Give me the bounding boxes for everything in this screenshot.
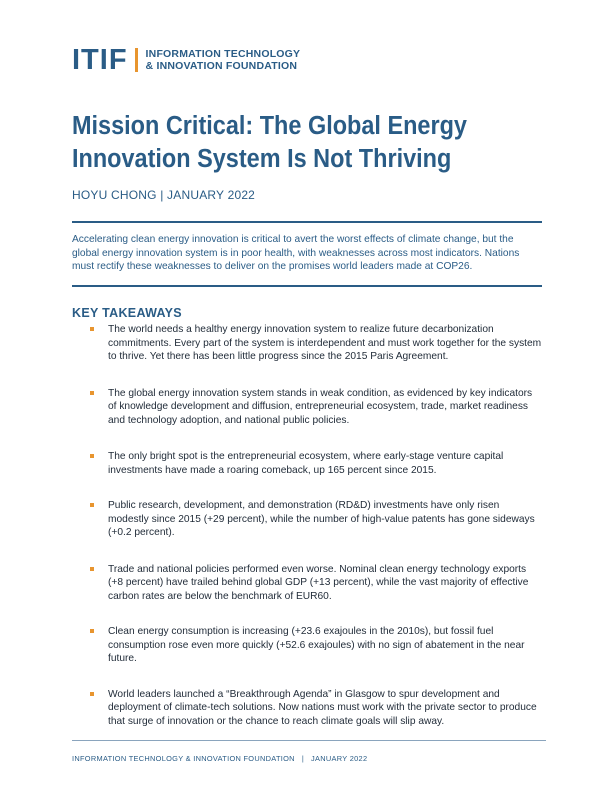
itif-logo <box>72 45 300 75</box>
takeaway-item <box>90 450 542 477</box>
takeaway-item <box>90 688 542 729</box>
key-takeaways-heading: KEY TAKEAWAYS <box>72 306 182 320</box>
logo-line-1: INFORMATION TECHNOLOGY <box>145 48 301 60</box>
takeaway-text: Clean energy consumption is increasing (+23.6 exajoules in the 2010s), but fossil fuel consumption rose even more quickly (+52.6 exajoules) with no sign of abatement in the near future. <box>108 626 525 664</box>
summary-top-rule <box>72 221 542 223</box>
logo-line-2: & INNOVATION FOUNDATION <box>145 60 298 72</box>
byline: HOYU CHONG | JANUARY 2022 <box>72 188 256 202</box>
takeaway-item <box>90 323 542 364</box>
title-line-2: Innovation System Is Not Thriving <box>72 145 452 173</box>
takeaway-item <box>90 625 542 666</box>
takeaway-item <box>90 563 542 604</box>
takeaway-text: Public research, development, and demonstration (RD&D) investments have only risen modestly since 2015 (+29 percent), while the number of high-value patents has gone sideways (+0.2 percent). <box>108 500 535 538</box>
bullet-icon <box>90 327 94 331</box>
takeaway-text: The world needs a healthy energy innovation system to realize future decarbonization commitments. Every part of the system is interdependent and must work together for the system to thrive. Yet there has been little progress since the 2015 Paris Agreement. <box>108 324 542 362</box>
summary-bottom-rule <box>72 285 542 287</box>
bullet-icon <box>90 629 94 633</box>
bullet-icon <box>90 503 94 507</box>
logo-divider <box>135 48 138 72</box>
takeaway-text: The only bright spot is the entrepreneurial ecosystem, where early-stage venture capital investments have made a roaring comeback, up 165 percent since 2015. <box>108 451 504 476</box>
page-title <box>72 110 495 176</box>
page-footer <box>72 754 367 763</box>
takeaway-item <box>90 499 542 540</box>
logo-wordmark <box>146 48 301 72</box>
logo-mark: ITIF <box>72 44 128 76</box>
footer-separator: | <box>301 754 305 763</box>
title-line-1: Mission Critical: The Global Energy <box>72 112 467 140</box>
takeaway-item <box>90 387 542 428</box>
bullet-icon <box>90 391 94 395</box>
bullet-icon <box>90 567 94 571</box>
summary-text: Accelerating clean energy innovation is critical to avert the worst effects of climate change, but the global energy innovation system is in poor health, with weaknesses across most indicators. Nations must rectify these weaknesses to deliver on the promises world leaders made at COP26. <box>72 234 520 272</box>
bullet-icon <box>90 454 94 458</box>
takeaway-text: The global energy innovation system stands in weak condition, as evidenced by key indicators of knowledge development and diffusion, entrepreneurial ecosystem, trade, market readiness and technology adoption, and national public policies. <box>108 387 533 426</box>
footer-org: INFORMATION TECHNOLOGY & INNOVATION FOUNDATION <box>72 754 295 763</box>
footer-rule <box>72 740 546 741</box>
takeaway-text: World leaders launched a “Breakthrough Agenda” in Glasgow to spur development and deployment of climate-tech solutions. Now nations must work with the private sector to produce that surge of innovation or the chance to reach climate goals will slip away. <box>108 688 537 727</box>
takeaway-text: Trade and national policies performed even worse. Nominal clean energy technology exports (+8 percent) have trailed behind global GDP (+13 percent), while the vast majority of effective carbon rates are below the benchmark of EUR60. <box>108 563 529 602</box>
bullet-icon <box>90 692 94 696</box>
key-takeaways-list <box>90 323 542 728</box>
footer-date: JANUARY 2022 <box>311 754 368 763</box>
